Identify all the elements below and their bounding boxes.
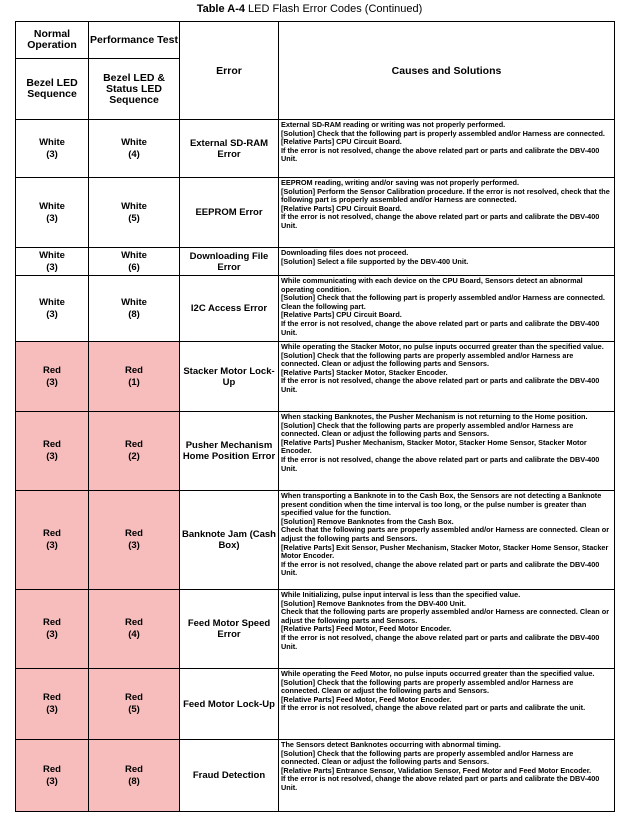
solution-line: If the error is not resolved, change the above related part or parts and calibrate the DBV-400 Unit. <box>281 376 600 394</box>
bezel-led-cell <box>16 342 89 412</box>
causes-solutions-cell <box>279 276 615 342</box>
error-name-cell: Feed Motor Speed Error <box>180 590 279 669</box>
status-led-cell-color: Red <box>125 364 143 376</box>
status-led-cell <box>89 412 180 491</box>
solution-line: The Sensors detect Banknotes occurring with abnormal timing. <box>281 740 501 749</box>
bezel-led-cell <box>16 669 89 740</box>
solution-line: If the error is not resolved, change the above related part or parts and calibrate the DBV-400 Unit. <box>281 212 600 230</box>
status-led-cell-count: (3) <box>128 540 140 551</box>
solution-line: If the error is not resolved, change the above related part or parts and calibrate the DBV-400 Unit. <box>281 318 600 337</box>
status-led-cell-color: White <box>121 200 147 212</box>
status-led-cell <box>89 740 180 812</box>
solution-line: While operating the Stacker Motor, no pulse inputs occurred greater than the specified value. <box>281 342 604 351</box>
solution-line: [Relative Parts] CPU Circuit Board. <box>281 203 402 213</box>
table-caption-label: Table A-4 <box>196 3 245 15</box>
header-normal-operation: Normal Operation <box>16 22 89 59</box>
bezel-led-cell <box>16 412 89 491</box>
solution-line: [Relative Parts] CPU Circuit Board. <box>281 310 402 320</box>
bezel-led-cell-color: Red <box>43 617 61 628</box>
error-name-cell: Stacker Motor Lock-Up <box>180 342 279 412</box>
error-code-table <box>15 21 615 812</box>
solution-line: [Relative Parts] Pusher Mechanism, Stacker Motor, Stacker Home Sensor, Stacker Motor Encoder. <box>281 437 587 456</box>
bezel-led-cell <box>16 491 89 590</box>
status-led-cell <box>89 491 180 590</box>
solution-line: If the error is not resolved, change the above related part or parts and calibrate the DBV-400 Unit. <box>281 145 600 164</box>
solution-line: [Solution] Check that the following parts are properly assembled and/or Harness are connected. Clean or adjust the following parts and Sensors. <box>281 677 574 696</box>
table-caption-text: LED Flash Error Codes (Continued) <box>248 3 423 15</box>
solution-line: [Solution] Remove Banknotes from the DBV-400 Unit. <box>281 598 466 608</box>
table-row <box>16 276 615 342</box>
causes-solutions-cell <box>279 120 615 178</box>
bezel-led-cell-color: White <box>39 136 65 148</box>
solution-line: [Solution] Check that the following parts are properly assembled and/or Harness are connected. Clean or adjust the following parts and Sensors. <box>281 748 574 767</box>
bezel-led-cell-count: (3) <box>46 629 58 640</box>
status-led-cell-color: Red <box>125 763 143 775</box>
solution-line: While Initializing, pulse input interval is less than the specified value. <box>281 590 521 599</box>
solution-line: [Relative Parts] CPU Circuit Board. <box>281 137 402 147</box>
bezel-led-cell-count: (3) <box>46 704 58 715</box>
causes-solutions-cell <box>279 590 615 669</box>
error-name-cell: EEPROM Error <box>180 178 279 248</box>
status-led-cell-count: (1) <box>128 376 140 388</box>
solution-line: External SD-RAM reading or writing was not properly performed. <box>281 120 506 129</box>
solution-line: [Solution] Check that the following parts are properly assembled and/or Harness are connected. Clean or adjust the following parts and Sensors. <box>281 420 574 439</box>
bezel-led-cell-count: (3) <box>46 212 58 224</box>
causes-solutions-cell <box>279 248 615 276</box>
solution-line: EEPROM reading, writing and/or saving was not properly performed. <box>281 178 519 187</box>
causes-solutions-cell <box>279 740 615 812</box>
bezel-led-cell-color: White <box>39 200 65 212</box>
solution-line: If the error is not resolved, change the above related part or parts and calibrate the DBV-400 Unit. <box>281 774 600 792</box>
bezel-led-cell-count: (3) <box>46 451 58 462</box>
header-bezel-led-sequence: Bezel LED Sequence <box>16 59 89 120</box>
causes-solutions-cell <box>279 178 615 248</box>
causes-solutions-cell <box>279 342 615 412</box>
header-status-led-sequence: Bezel LED & Status LED Sequence <box>89 59 180 120</box>
table-body <box>16 120 615 812</box>
error-name-cell: Pusher Mechanism Home Position Error <box>180 412 279 491</box>
table-row <box>16 342 615 412</box>
bezel-led-cell <box>16 248 89 276</box>
bezel-led-cell-count: (3) <box>46 540 58 551</box>
table-row <box>16 669 615 740</box>
solution-line: While operating the Feed Motor, no pulse inputs occurred greater than the specified value. <box>281 669 595 678</box>
solution-line: If the error is not resolved, change the above related part or parts and calibrate the unit. <box>281 703 586 713</box>
status-led-cell-color: Red <box>125 439 143 450</box>
solution-line: [Solution] Check that the following parts are properly assembled and/or Harness are connected. Clean or adjust the following parts and Sensors. <box>281 350 574 369</box>
bezel-led-cell-count: (3) <box>46 775 58 787</box>
status-led-cell-color: White <box>121 249 147 261</box>
status-led-cell <box>89 669 180 740</box>
solution-line: If the error is not resolved, change the above related part or parts and calibrate the DBV-400 Unit. <box>281 559 600 578</box>
solution-line: [Solution] Check that the following part is properly assembled and/or Harness are connected. <box>281 128 605 138</box>
bezel-led-cell-color: Red <box>43 528 61 539</box>
solution-line: Check that the following parts are properly assembled and/or Harness are connected. Clean or adjust the following parts and Sensors. <box>281 525 610 543</box>
solution-line: [Relative Parts] Stacker Motor, Stacker Encoder. <box>281 367 448 377</box>
status-led-cell-count: (4) <box>128 148 140 160</box>
bezel-led-cell-count: (3) <box>46 376 58 388</box>
bezel-led-cell-color: Red <box>43 364 61 376</box>
solution-line: [Solution] Select a file supported by the DBV-400 Unit. <box>281 256 469 266</box>
causes-solutions-cell <box>279 412 615 491</box>
status-led-cell-color: Red <box>125 617 143 628</box>
table-row <box>16 412 615 491</box>
error-name-cell: Banknote Jam (Cash Box) <box>180 491 279 590</box>
solution-line: When transporting a Banknote in to the Cash Box, the Sensors are not detecting a Banknote present condition when the time interval is too long, or the pulse number is greater than specified value for the function. <box>281 491 602 518</box>
solution-line: [Solution] Check that the following part is properly assembled and/or Harness are connected. Clean the following part. <box>281 293 605 311</box>
status-led-cell <box>89 342 180 412</box>
bezel-led-cell-color: Red <box>43 763 61 775</box>
header-error: Error <box>180 22 279 120</box>
bezel-led-cell-color: White <box>39 296 65 308</box>
causes-solutions-cell <box>279 491 615 590</box>
solution-line: While communicating with each device on the CPU Board, Sensors detect an abnormal operating condition. <box>281 276 583 294</box>
table-row <box>16 248 615 276</box>
status-led-cell-count: (5) <box>128 704 140 715</box>
table-row <box>16 178 615 248</box>
solution-line: [Relative Parts] Feed Motor, Feed Motor Encoder. <box>281 694 452 704</box>
solution-line: [Relative Parts] Exit Sensor, Pusher Mechanism, Stacker Motor, Stacker Home Sensor, Stacker Motor Encoder. <box>281 542 609 561</box>
bezel-led-cell-count: (3) <box>46 148 58 160</box>
solution-line: [Solution] Perform the Sensor Calibration procedure. If the error is not resolved, check that the following part is properly assembled and/or Harness are connected. <box>281 186 610 205</box>
bezel-led-cell-count: (3) <box>46 308 58 320</box>
status-led-cell <box>89 590 180 669</box>
bezel-led-cell-count: (3) <box>46 261 58 273</box>
error-name-cell: I2C Access Error <box>180 276 279 342</box>
solution-line: When stacking Banknotes, the Pusher Mechanism is not returning to the Home position. <box>281 412 588 421</box>
header-causes-solutions: Causes and Solutions <box>279 22 615 120</box>
status-led-cell <box>89 178 180 248</box>
table-row <box>16 740 615 812</box>
solution-line: Check that the following parts are properly assembled and/or Harness are connected. Clean or adjust the following parts and Sensors. <box>281 607 610 625</box>
status-led-cell <box>89 120 180 178</box>
status-led-cell-color: White <box>121 136 147 148</box>
bezel-led-cell-color: Red <box>43 692 61 703</box>
status-led-cell <box>89 276 180 342</box>
bezel-led-cell <box>16 120 89 178</box>
bezel-led-cell <box>16 178 89 248</box>
solution-line: [Solution] Remove Banknotes from the Cash Box. <box>281 516 454 526</box>
error-name-cell: External SD-RAM Error <box>180 120 279 178</box>
bezel-led-cell-color: White <box>39 249 65 261</box>
error-name-cell: Feed Motor Lock-Up <box>180 669 279 740</box>
status-led-cell-count: (8) <box>128 308 140 320</box>
causes-solutions-cell <box>279 669 615 740</box>
status-led-cell-count: (2) <box>128 451 140 462</box>
status-led-cell-color: White <box>121 296 147 308</box>
table-caption <box>0 3 619 15</box>
bezel-led-cell <box>16 740 89 812</box>
status-led-cell-count: (6) <box>128 261 140 273</box>
status-led-cell-count: (4) <box>128 629 140 640</box>
solution-line: [Relative Parts] Entrance Sensor, Validation Sensor, Feed Motor and Feed Motor Encoder. <box>281 765 592 775</box>
header-performance-test: Performance Test <box>89 22 180 59</box>
table-row <box>16 590 615 669</box>
status-led-cell-count: (8) <box>128 775 140 787</box>
bezel-led-cell <box>16 276 89 342</box>
error-name-cell: Fraud Detection <box>180 740 279 812</box>
status-led-cell <box>89 248 180 276</box>
solution-line: [Relative Parts] Feed Motor, Feed Motor Encoder. <box>281 624 452 634</box>
bezel-led-cell <box>16 590 89 669</box>
status-led-cell-color: Red <box>125 528 143 539</box>
solution-line: If the error is not resolved, change the above related part or parts and calibrate the DBV-400 Unit. <box>281 632 600 651</box>
solution-line: Downloading files does not proceed. <box>281 248 409 257</box>
table-row <box>16 120 615 178</box>
error-name-cell: Downloading File Error <box>180 248 279 276</box>
status-led-cell-count: (5) <box>128 212 140 224</box>
bezel-led-cell-color: Red <box>43 439 61 450</box>
status-led-cell-color: Red <box>125 692 143 703</box>
table-row <box>16 491 615 590</box>
solution-line: If the error is not resolved, change the above related part or parts and calibrate the DBV-400 Unit. <box>281 454 600 473</box>
